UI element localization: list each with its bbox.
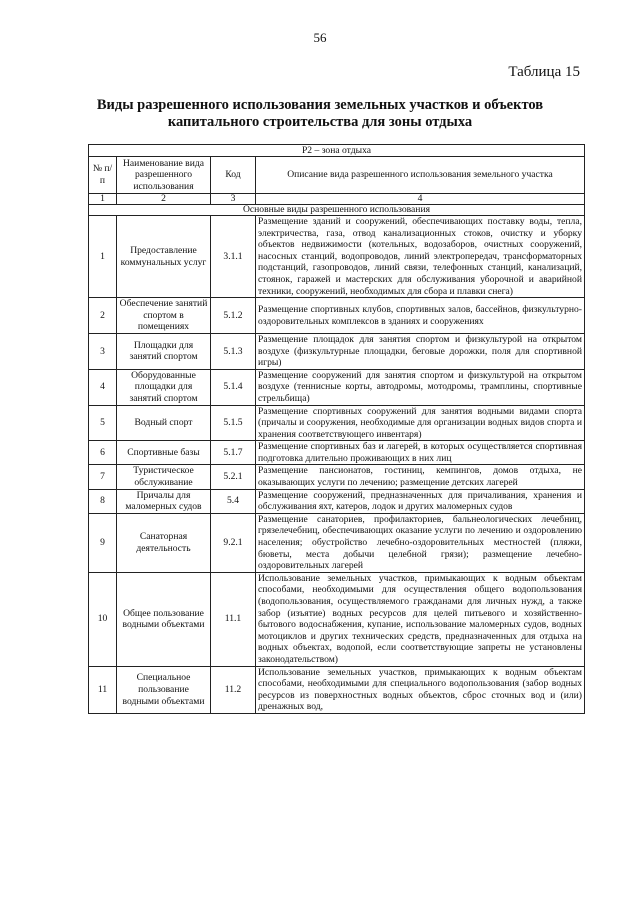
row-number: 11 — [89, 666, 117, 713]
use-code: 5.1.2 — [211, 298, 256, 334]
table-row — [89, 441, 585, 465]
row-number: 8 — [89, 489, 117, 513]
use-name: Обеспечение занятий спортом в помещениях — [117, 298, 211, 334]
use-code: 5.2.1 — [211, 465, 256, 489]
use-code: 5.1.3 — [211, 333, 256, 369]
use-description: Использование земельных участков, примыкающих к водным объектам способами, необходимыми для специального водопользования (забор водных ресурсов из поверхностных водных объектов, сброс сточных вод и (или) дренажных вод, — [256, 666, 585, 713]
use-description: Размещение сооружений для занятия спортом и физкультурой на открытом воздухе (теннисные корты, автодромы, мотодромы, трамплины, спортивные стрельбища) — [256, 369, 585, 405]
header-name: Наименование вида разрешенного использования — [117, 157, 211, 194]
row-number: 7 — [89, 465, 117, 489]
use-name: Общее пользование водными объектами — [117, 572, 211, 666]
use-name: Предоставление коммунальных услуг — [117, 216, 211, 298]
use-code: 5.1.4 — [211, 369, 256, 405]
header-code: Код — [211, 157, 256, 194]
section-title: Основные виды разрешенного использования — [89, 205, 585, 216]
document-title — [40, 97, 600, 131]
use-name: Причалы для маломерных судов — [117, 489, 211, 513]
use-name: Оборудованные площадки для занятий спортом — [117, 369, 211, 405]
row-number: 9 — [89, 513, 117, 572]
use-description: Использование земельных участков, примыкающих к водным объектам способами, необходимыми для осуществления общего водопользования (водопользования, осуществляемого гражданами для личных нужд, а также забор (изъятие) водных ресурсов для целей питьевого и хозяйственно-бытового водоснабжения, купание, использование маломерных судов, водных мотоциклов и других технических средств, предназначенных для отдыха на водных объектах, водопой, если соответствующие запреты не установлены законодательством) — [256, 572, 585, 666]
row-number: 2 — [89, 298, 117, 334]
table-row — [89, 298, 585, 334]
use-code: 5.4 — [211, 489, 256, 513]
use-name: Площадки для занятий спортом — [117, 333, 211, 369]
table-row — [89, 333, 585, 369]
use-description: Размещение спортивных сооружений для занятия водными видами спорта (причалы и сооружения, необходимые для организации водных видов спорта и хранения соответствующего инвентаря) — [256, 405, 585, 441]
table-row — [89, 465, 585, 489]
header-num: № п/п — [89, 157, 117, 194]
row-number: 1 — [89, 216, 117, 298]
table-row — [89, 572, 585, 666]
row-number: 10 — [89, 572, 117, 666]
use-name: Специальное пользование водными объектами — [117, 666, 211, 713]
column-index: 3 — [211, 194, 256, 205]
title-line-1: Виды разрешенного использования земельных участков и объектов — [96, 97, 544, 113]
use-description: Размещение площадок для занятия спортом и физкультурой на открытом воздухе (физкультурные площадки, беговые дорожки, поля для спортивной игры) — [256, 333, 585, 369]
table-row — [89, 369, 585, 405]
zone-uses-table — [88, 144, 585, 714]
use-name: Санаторная деятельность — [117, 513, 211, 572]
row-number: 6 — [89, 441, 117, 465]
use-name: Спортивные базы — [117, 441, 211, 465]
table-row — [89, 216, 585, 298]
column-index: 4 — [256, 194, 585, 205]
table-label: Таблица 15 — [508, 64, 580, 80]
table-row — [89, 405, 585, 441]
header-description: Описание вида разрешенного использования земельного участка — [256, 157, 585, 194]
row-number: 3 — [89, 333, 117, 369]
table-row — [89, 666, 585, 713]
use-code: 11.1 — [211, 572, 256, 666]
page-number: 56 — [313, 30, 327, 45]
use-name: Туристическое обслуживание — [117, 465, 211, 489]
use-description: Размещение спортивных баз и лагерей, в которых осуществляется спортивная подготовка длительно проживающих в них лиц — [256, 441, 585, 465]
use-name: Водный спорт — [117, 405, 211, 441]
column-index: 1 — [89, 194, 117, 205]
use-description: Размещение спортивных клубов, спортивных залов, бассейнов, физкультурно-оздоровительных комплексов в зданиях и сооружениях — [256, 298, 585, 334]
zone-title: Р2 – зона отдыха — [89, 145, 585, 157]
table-row — [89, 513, 585, 572]
use-description: Размещение сооружений, предназначенных для причаливания, хранения и обслуживания яхт, катеров, лодок и других маломерных судов — [256, 489, 585, 513]
use-description: Размещение санаториев, профилакториев, бальнеологических лечебниц, грязелечебниц, обеспечивающих оказание услуги по лечению и оздоровлению населения; обустройство лечебно-оздоровительных местностей (пляжи, бюветы, места добычи целебной грязи); размещение лечебно-оздоровительных лагерей — [256, 513, 585, 572]
use-description: Размещение зданий и сооружений, обеспечивающих поставку воды, тепла, электричества, газа, отвод канализационных стоков, очистку и уборку объектов недвижимости (котельных, водозаборов, очистных сооружений, насосных станций, водопроводов, линий электропередач, трансформаторных подстанций, газопроводов, линий связи, телефонных станций, канализаций, стоянок, гаражей и мастерских для обслуживания уборочной и аварийной техники, сооружений, необходимых для сбора и плавки снега) — [256, 216, 585, 298]
title-line-2: капитального строительства для зоны отдыха — [167, 114, 473, 130]
row-number: 5 — [89, 405, 117, 441]
use-code: 5.1.5 — [211, 405, 256, 441]
row-number: 4 — [89, 369, 117, 405]
column-index: 2 — [117, 194, 211, 205]
use-code: 9.2.1 — [211, 513, 256, 572]
use-code: 3.1.1 — [211, 216, 256, 298]
use-code: 5.1.7 — [211, 441, 256, 465]
use-code: 11.2 — [211, 666, 256, 713]
table-row — [89, 489, 585, 513]
use-description: Размещение пансионатов, гостиниц, кемпингов, домов отдыха, не оказывающих услуги по лечению; размещение детских лагерей — [256, 465, 585, 489]
